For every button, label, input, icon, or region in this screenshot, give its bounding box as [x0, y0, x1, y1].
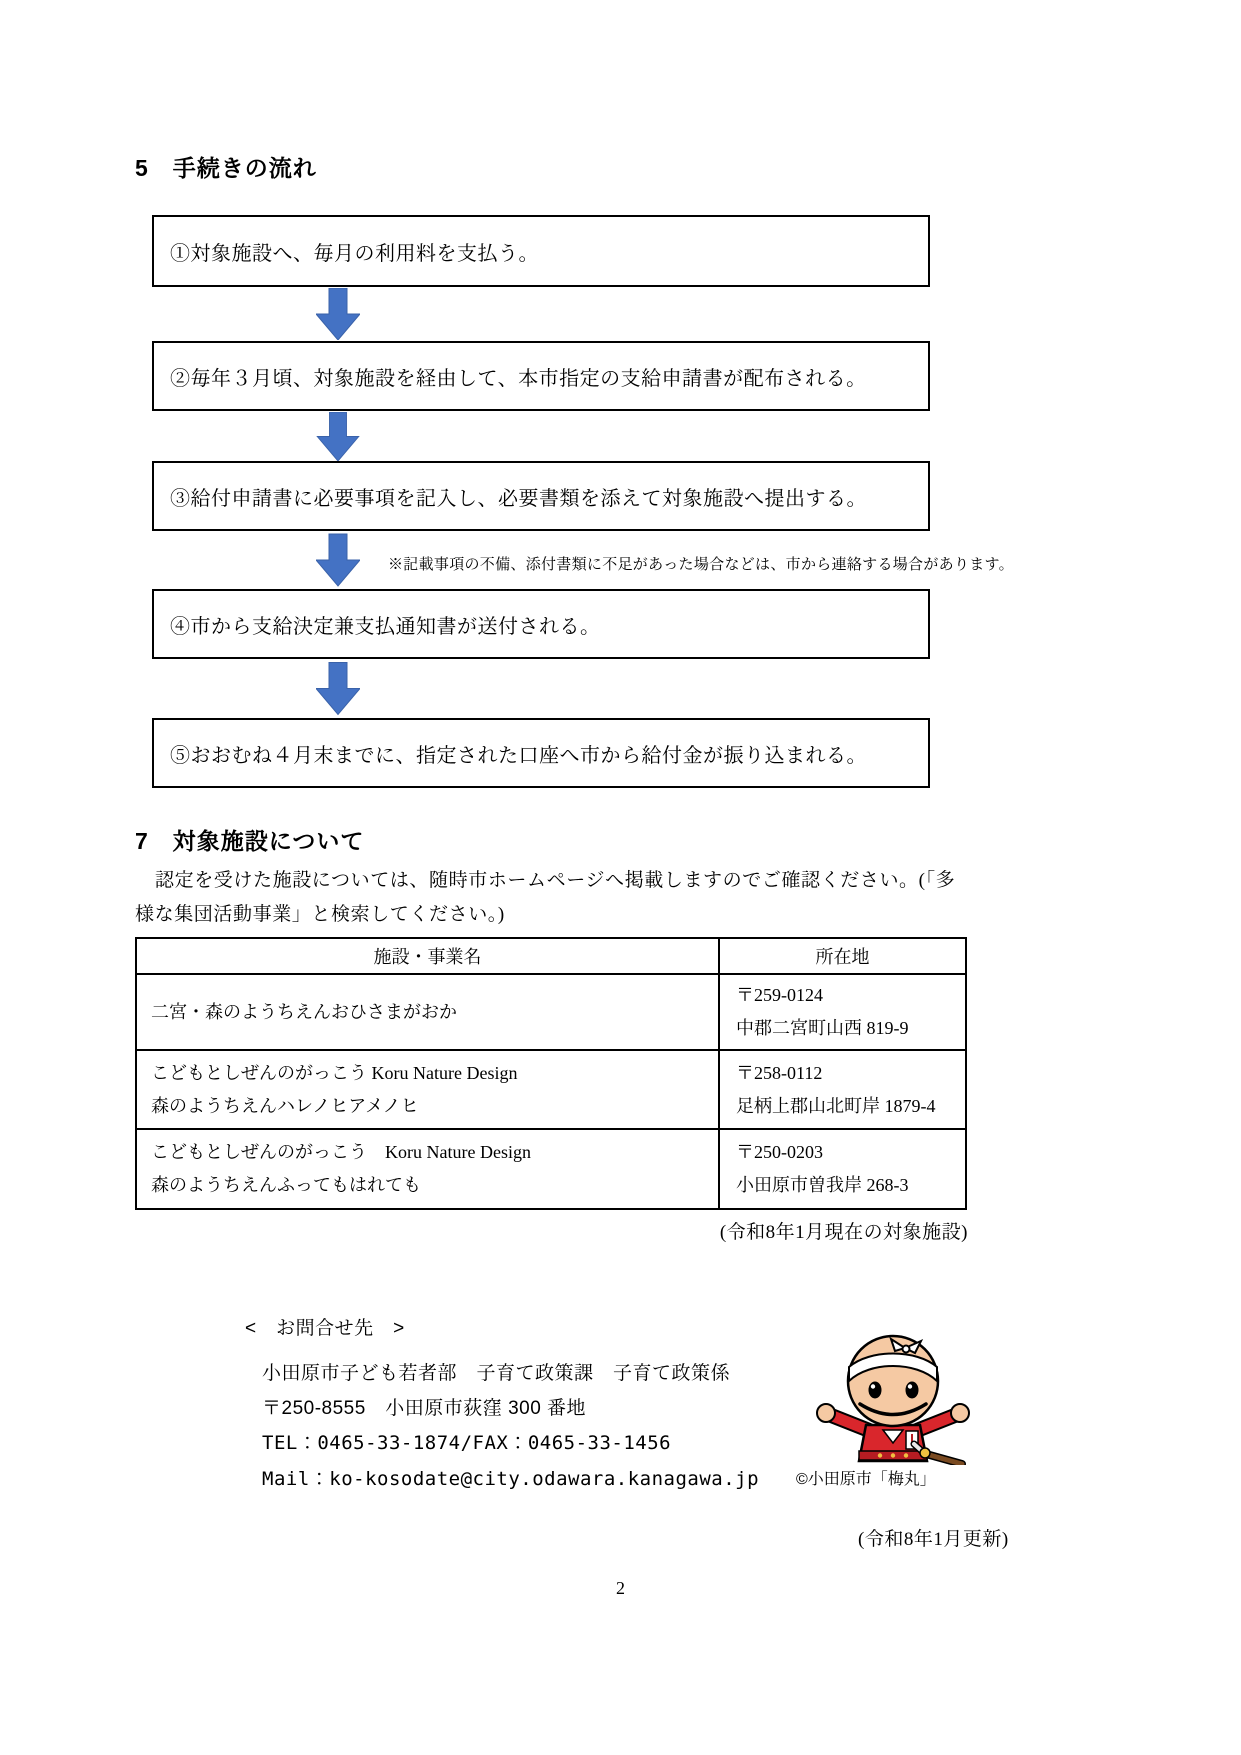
page-number: 2: [616, 1578, 625, 1598]
section5-heading: 5 手続きの流れ: [135, 155, 317, 181]
facility-address-line: 小田原市曽我岸 268-3: [736, 1175, 909, 1195]
flow-step-3: [152, 461, 930, 531]
facility-name-line: こどもとしぜんのがっこう Koru Nature Design: [151, 1062, 518, 1083]
down-arrow-icon: [316, 288, 360, 340]
flow-step-5-text: ⑤おおむね４月末までに、指定された口座へ市から給付金が振り込まれる。: [170, 744, 867, 767]
down-arrow-icon: [316, 660, 360, 717]
flow-step-1-text: ①対象施設へ、毎月の利用料を支払う。: [170, 242, 539, 265]
contact-department: 小田原市子ども若者部 子育て政策課 子育て政策係: [262, 1363, 731, 1384]
flow-step-5: [152, 718, 930, 788]
flow-step-2-text: ②毎年３月頃、対象施設を経由して、本市指定の支給申請書が配布される。: [170, 367, 867, 390]
facility-name-line: 森のようちえんハレノヒアメノヒ: [151, 1095, 419, 1116]
table-row: [136, 1129, 966, 1209]
flow-note: ※記載事項の不備、添付書類に不足があった場合などは、市から連絡する場合があります。: [388, 557, 1014, 573]
flow-step-3-text: ③給付申請書に必要事項を記入し、必要書類を添えて対象施設へ提出する。: [170, 487, 867, 510]
down-arrow-icon: [316, 412, 360, 461]
facility-postal-code: 〒250-0203: [736, 1142, 823, 1162]
table-note: (令和8年1月現在の対象施設): [719, 1222, 968, 1243]
contact-mail: Mail：ko-kosodate@city.odawara.kanagawa.jp: [262, 1468, 760, 1490]
section7-intro-line2: 様な集団活動事業」と検索してください。): [135, 904, 505, 925]
facility-name-line: 二宮・森のようちえんおひさまがおか: [151, 1001, 457, 1022]
facility-address-line: 中郡二宮町山西 819-9: [736, 1018, 909, 1038]
flow-step-4-text: ④市から支給決定兼支払通知書が送付される。: [170, 615, 601, 638]
facility-address-cell: [719, 974, 966, 1050]
table-header-row: [136, 938, 966, 974]
facility-name-cell: [136, 1050, 719, 1129]
down-arrow-icon: [316, 532, 360, 588]
facility-postal-code: 〒259-0124: [736, 985, 823, 1005]
contact-heading: < お問合せ先 >: [245, 1318, 405, 1339]
section7-heading: 7 対象施設について: [135, 828, 365, 854]
facility-address-line: 足柄上郡山北町岸 1879-4: [736, 1095, 936, 1116]
mascot-caption: ©小田原市「梅丸」: [796, 1471, 936, 1488]
table-row: [136, 974, 966, 1050]
facility-name-line: こどもとしぜんのがっこう Koru Nature Design: [151, 1142, 531, 1162]
facility-name-cell: [136, 1129, 719, 1209]
table-header-facility-name: 施設・事業名: [136, 938, 719, 974]
umemaru-mascot-image: [808, 1333, 978, 1465]
section7-intro-line1: 認定を受けた施設については、随時市ホームページへ掲載しますのでご確認ください。(「多: [155, 870, 956, 891]
flow-step-4: [152, 589, 930, 659]
updated-note: (令和8年1月更新): [858, 1529, 1009, 1550]
facility-address-cell: [719, 1050, 966, 1129]
facilities-table: [135, 937, 967, 1210]
flow-step-2: [152, 341, 930, 411]
contact-address: 〒250-8555 小田原市荻窪 300 番地: [262, 1398, 587, 1419]
flow-step-1: [152, 215, 930, 287]
facility-address-cell: [719, 1129, 966, 1209]
facility-name-line: 森のようちえんふってもはれても: [151, 1175, 421, 1195]
contact-tel-fax: TEL：0465-33-1874/FAX：0465-33-1456: [262, 1432, 672, 1454]
facility-name-cell: [136, 974, 719, 1050]
table-row: [136, 1050, 966, 1129]
table-header-address: 所在地: [719, 938, 966, 974]
facility-postal-code: 〒258-0112: [736, 1062, 823, 1083]
